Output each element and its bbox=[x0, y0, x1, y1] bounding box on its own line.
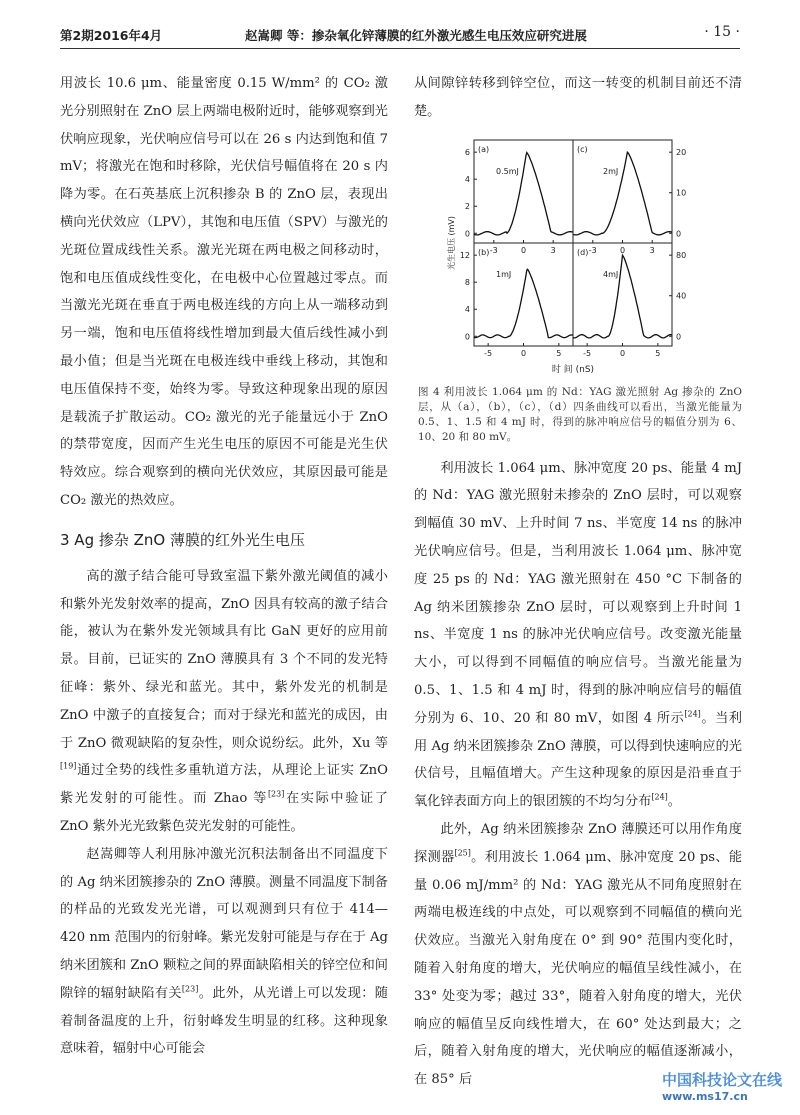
page-header bbox=[60, 22, 740, 49]
section-title: 3 Ag 掺杂 ZnO 薄膜的红外光生电压 bbox=[60, 530, 305, 549]
panel-label: (c) bbox=[577, 144, 588, 154]
y-tick-label: 0 bbox=[464, 228, 470, 238]
citation[interactable]: [24] bbox=[651, 792, 668, 802]
y-tick-label: 4 bbox=[464, 174, 470, 184]
y-tick-label: 8 bbox=[464, 277, 470, 287]
figure-4 bbox=[444, 134, 704, 379]
y-tick-label: 6 bbox=[464, 147, 470, 157]
right-column bbox=[414, 70, 742, 1094]
x-axis-label: 时 间 (nS) bbox=[551, 364, 595, 375]
y-tick-label: 20 bbox=[676, 147, 687, 157]
issue-info: 第2期2016年4月 bbox=[60, 28, 163, 43]
paragraph: 利用波长 1.064 μm、脉冲宽度 20 ps、能量 4 mJ 的 Nd：YAG 激光照射未掺杂的 ZnO 层时，可以观察到幅值 30 mV、上升时间 7 ns、半宽度 14 ns 的脉冲光伏响应信号。但是，当利用波长 1.064 μm、脉冲宽度 25 ps 的 Nd：YAG 激光照射在 450 °C 下制备的 Ag 纳米团簇掺杂 ZnO 层时，可以观察到上升时间 1 ns、半宽度 1 ns 的脉冲光伏响应信号。改变激光能量大小，可以得到不同幅值的响应信号。当激光能量为 0.5、1、1.5 和 4 mJ 时，得到的脉冲响应信号的幅值分别为 6、10、20 和 80 mV，如图 4 所示[24]。当利用 Ag 纳米团簇掺杂 ZnO 薄膜，可以得到快速响应的光伏信号，且幅值增大。产生这种现象的原因是沿垂直于氧化锌表面方向上的银团簇的不均匀分布[24]。 bbox=[414, 460, 742, 810]
x-tick-label: 0 bbox=[619, 348, 626, 358]
citation[interactable]: [25] bbox=[454, 848, 471, 858]
x-tick-label: 5 bbox=[556, 348, 562, 358]
y-axis-label: 光生电压 (mV) bbox=[447, 215, 456, 270]
citation[interactable]: [19] bbox=[60, 761, 77, 771]
panel-label: (a) bbox=[478, 144, 490, 154]
panel-label: (d) bbox=[577, 247, 589, 257]
paragraph: 此外，Ag 纳米团簇掺杂 ZnO 薄膜还可以用作角度探测器[25]。利用波长 1.064 μm、脉冲宽度 20 ps、能量 0.06 mJ/mm² 的 Nd：YAG 激光从不同角度照射在两端电极连线的中点处，可以观察到不同幅值的横向光伏效应。当激光入射角度在 0° 到 90° 范围内变化时，随着入射角度的增大，光伏响应的幅值呈线性减小，在 33° 处变为零；越过 33°，随着入射角度的增大，光伏响应的幅值呈反向线性增大，在 60° 处达到最大；之后，随着入射角度的增大，光伏响应的幅值逐渐减小，在 85° 后 bbox=[414, 821, 743, 1088]
series-line-0.5mJ bbox=[474, 152, 573, 234]
y-tick-label: 10 bbox=[676, 188, 687, 198]
y-tick-label: 0 bbox=[676, 228, 682, 238]
x-tick-label: -5 bbox=[484, 348, 493, 358]
panel-label: (b) bbox=[478, 247, 490, 257]
y-tick-label: 4 bbox=[464, 304, 470, 314]
x-tick-label: 0 bbox=[520, 245, 527, 255]
x-tick-label: 0 bbox=[520, 348, 527, 358]
paragraph: 从间隙锌转移到锌空位，而这一转变的机制目前还不清楚。 bbox=[414, 76, 742, 119]
x-tick-label: -5 bbox=[583, 348, 592, 358]
paragraph: 高的激子结合能可导致室温下紫外激光阈值的减小和紫外光发射效率的提高，ZnO 因具有较高的激子结合能，被认为在紫外发光领域具有比 GaN 更好的应用前景。目前，已证实的 ZnO 薄膜具有 3 个不同的发光特征峰：紫外、绿光和蓝光。其中，紫外发光的机制是 ZnO 中激子的直接复合；而对于绿光和蓝光的成因，由于 ZnO 微观缺陷的复杂性，则众说纷纭。此外，Xu 等[19]通过全势的线性多重轨道方法，从理论上证实 ZnO 紫光发射的可能性。而 Zhao 等[23]在实际中验证了 ZnO 紫外光光致紫色荧光发射的可能性。 bbox=[60, 568, 388, 834]
y-tick-label: 0 bbox=[676, 331, 682, 341]
citation[interactable]: [23] bbox=[181, 984, 199, 994]
x-tick-label: -3 bbox=[588, 245, 597, 255]
series-line-2mJ bbox=[573, 152, 672, 235]
page-number: · 15 · bbox=[704, 24, 740, 40]
running-title: 赵嵩卿 等：掺杂氧化锌薄膜的红外激光感生电压效应研究进展 bbox=[245, 28, 587, 43]
y-tick-label: 0 bbox=[464, 331, 470, 341]
paragraph: 用波长 10.6 μm、能量密度 0.15 W/mm² 的 CO₂ 激光分别照射在 ZnO 层上两端电极附近时，能够观察到光伏响应现象，光伏响应信号可以在 26 s 内达到饱和值 7 mV；将激光在饱和时移除，光伏信号幅值将在 20 s 内降为零。在石英基底上沉积掺杂 B 的 ZnO 层，表现出横向光伏效应（LPV），其饱和电压值（SPV）与激光的光斑位置成线性关系。激光光斑在两电极之间移动时，饱和电压值成线性变化，在电极中心位置越过零点。而当激光光斑在垂直于两电极连线的方向上从一端移动到另一端，饱和电压值将线性增加到最大值后线性减小到最小值；但是当光斑在电极连线中垂线上移动，其饱和电压值保持不变，始终为零。导致这种现象出现的原因是载流子扩散运动。CO₂ 激光的光子能量远小于 ZnO 的禁带宽度，因而产生光生电压的原因不可能是光生伏特效应。综合观察到的横向光伏效应，其原因最可能是 CO₂ 激光的热效应。 bbox=[60, 76, 388, 508]
series-label: 4mJ bbox=[603, 269, 619, 279]
series-label: 0.5mJ bbox=[496, 166, 519, 176]
y-tick-label: 40 bbox=[676, 291, 687, 301]
series-line-1mJ bbox=[474, 269, 573, 337]
y-tick-label: 80 bbox=[676, 250, 687, 260]
x-tick-label: 0 bbox=[619, 245, 626, 255]
y-tick-label: 2 bbox=[464, 201, 470, 211]
citation[interactable]: [24] bbox=[684, 709, 701, 719]
series-label: 1mJ bbox=[496, 269, 512, 279]
x-tick-label: 5 bbox=[655, 348, 661, 358]
watermark-logo: 中国科技论文在线 www.ms17.cn bbox=[661, 1071, 782, 1103]
citation[interactable]: [23] bbox=[267, 789, 285, 799]
paragraph: 赵嵩卿等人利用脉冲激光沉积法制备出不同温度下的 Ag 纳米团簇掺杂的 ZnO 薄膜。测量不同温度下制备的样品的光致发光光谱，可以观测到只有位于 414—420 nm 范围内的衍射峰。紫光发射可能是与存在于 Ag 纳米团簇和 ZnO 颗粒之间的界面缺陷相关的锌空位和间隙锌的辐射缺陷有关[23]。此外，从光谱上可以发现：随着制备温度的上升，衍射峰发生明显的红移。这种现象意味着，辐射中心可能会 bbox=[60, 846, 388, 1057]
figure-4-chart bbox=[444, 134, 704, 379]
x-tick-label: 3 bbox=[550, 245, 556, 255]
series-label: 2mJ bbox=[603, 166, 619, 176]
x-tick-label: -3 bbox=[489, 245, 498, 255]
figure-caption: 图 4 利用波长 1.064 μm 的 Nd：YAG 激光照射 Ag 掺杂的 ZnO 层，从（a），（b），（c），（d）四条曲线可以看出，当激光能量为 0.5、1、1.5 和 4 mJ 时，得到的脉冲响应信号的幅值分别为 6、10、20 和 80 mV。 bbox=[418, 385, 742, 443]
y-tick-label: 12 bbox=[459, 250, 470, 260]
x-tick-label: 3 bbox=[649, 245, 655, 255]
series-line-4mJ bbox=[573, 255, 672, 338]
left-column bbox=[60, 70, 388, 1063]
